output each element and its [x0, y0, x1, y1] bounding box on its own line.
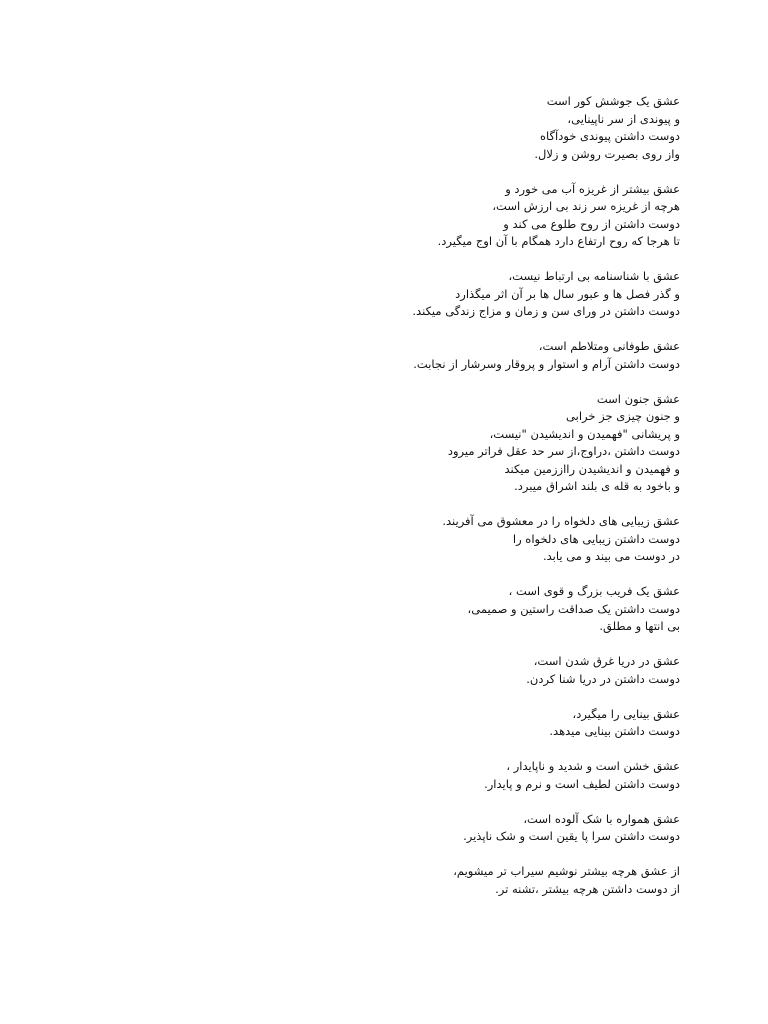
- poem-line: دوست داشتن زیبایی های دلخواه را: [512, 531, 680, 546]
- poem-stanza: [360, 338, 680, 373]
- poem-line: دوست داشتن از روح طلوع می کند و: [503, 216, 680, 231]
- poem-stanza: [360, 391, 680, 496]
- poem-line: و فهمیدن و اندیشیدن رااززمین میکند: [504, 461, 680, 476]
- poem-line: عشق طوفانی ومتلاطم است،: [538, 339, 680, 353]
- poem-text: [360, 93, 680, 916]
- poem-stanza: [360, 93, 680, 163]
- poem-stanza: [360, 653, 680, 688]
- poem-line: هرچه از غریزه سر زند بی ارزش است،: [492, 199, 680, 213]
- poem-line: از عشق هرچه بیشتر نوشیم سیراب تر میشویم،: [453, 864, 680, 878]
- poem-line: دوست داشتن ،دراوج،از سر حد عقل فراتر میرود: [447, 444, 680, 458]
- poem-line: عشق یک فریب بزرگ و قوی است ،: [508, 584, 680, 598]
- poem-line: دوست داشتن بینایی میدهد.: [549, 724, 680, 738]
- poem-line: از دوست داشتن هرچه بیشتر ،تشنه تر.: [495, 881, 680, 896]
- poem-line: عشق بینایی را میگیرد،: [572, 706, 680, 721]
- poem-line: دوست داشتن در دریا شنا کردن.: [526, 671, 680, 686]
- poem-stanza: [360, 268, 680, 321]
- poem-stanza: [360, 513, 680, 566]
- poem-line: عشق خشن است و شدید و ناپایدار ،: [506, 759, 680, 773]
- poem-stanza: [360, 758, 680, 793]
- poem-line: بی انتها و مطلق.: [599, 619, 680, 633]
- poem-line: عشق یک جوشش کور است: [546, 94, 680, 108]
- poem-line: واز روی بصیرت روشن و زلال.: [534, 146, 680, 161]
- poem-stanza: [360, 181, 680, 251]
- poem-line: و پریشانی "فهمیدن و اندیشیدن "نیست،: [489, 426, 680, 441]
- poem-line: عشق بیشتر از غریزه آب می خورد و: [505, 181, 680, 196]
- poem-line: عشق در دریا غرق شدن است،: [533, 654, 680, 668]
- poem-line: دوست داشتن در ورای سن و زمان و مزاج زندگی میکند.: [412, 304, 680, 318]
- poem-line: دوست داشتن لطیف است و نرم و پایدار.: [484, 776, 680, 791]
- poem-stanza: [360, 706, 680, 741]
- poem-line: دوست داشتن یک صداقت راستین و صمیمی،: [467, 601, 680, 616]
- poem-line: عشق با شناسنامه بی ارتباط نیست،: [508, 269, 680, 283]
- poem-line: دوست داشتن سرا پا یقین است و شک ناپذیر.: [463, 829, 680, 843]
- poem-line: و گذر فصل ها و عبور سال ها بر آن اثر میگذارد: [455, 286, 680, 301]
- poem-stanza: [360, 583, 680, 636]
- poem-line: عشق زیبایی های دلخواه را در معشوق می آفریند.: [442, 514, 680, 528]
- poem-line: عشق همواره با شک آلوده است،: [523, 811, 680, 826]
- poem-line: دوست داشتن پیوندی خودآگاه: [540, 129, 680, 143]
- poem-stanza: [360, 811, 680, 846]
- poem-line: تا هرجا که روح ارتفاع دارد همگام با آن اوج میگیرد.: [437, 234, 680, 248]
- poem-line: و پیوندی از سر ناپینایی،: [567, 111, 680, 126]
- poem-line: دوست داشتن آرام و استوار و پروقار وسرشار از نجابت.: [413, 356, 680, 371]
- poem-stanza: [360, 863, 680, 898]
- poem-line: و باخود به قله ی بلند اشراق میبرد.: [514, 479, 680, 493]
- poem-line: و جنون چیزی جز خرابی: [566, 409, 680, 423]
- poem-line: در دوست می بیند و می یابد.: [542, 549, 680, 563]
- poem-line: عشق جنون است: [596, 391, 680, 406]
